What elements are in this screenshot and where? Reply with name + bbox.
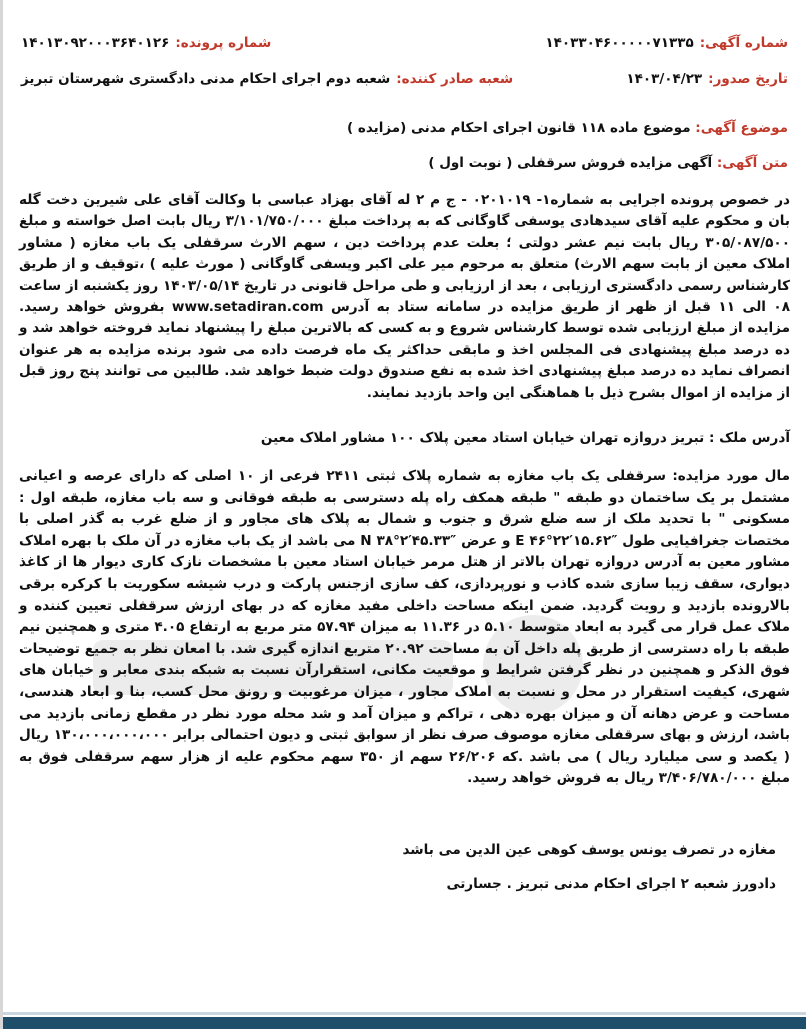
issuer	[21, 71, 513, 87]
signature-line: دادورز شعبه ۲ اجرای احکام مدنی تبریز . جسارتی	[446, 876, 776, 892]
subject-value: موضوع ماده ۱۱۸ قانون اجرای احکام مدنی (مزایده )	[347, 120, 691, 136]
issue-date-value: ۱۴۰۳/۰۴/۲۳	[626, 71, 703, 87]
notice-text-title	[21, 155, 788, 171]
footer-bar	[3, 1017, 806, 1029]
issue-date	[626, 71, 788, 87]
body-paragraph-2: مال مورد مزایده: سرقفلی یک باب مغازه به شماره پلاک ثبتی ۲۴۱۱ فرعی از ۱۰ اصلی که دارای عرصه و اعیانی مشتمل بر یک ساختمان دو طبقه " طبقه همکف راه پله دسترسی به طبقه فوقانی و سه باب مغازه، طبقه اول : مسکونی " با تحدید ملک از سه ضلع شرق و جنوب و شمال به پلاک های مجاور و از ضلع غرب به گذر اصلی با مختصات جغرافیایی طول E ۴۶°۲۲′۱۵.۶۲″ و عرض N ۳۸°۲′۴۵.۳۳″ می باشد از یک باب مغازه در آن ملک با بهره املاک مشاور معین به آدرس دروازه تهران بالاتر از هتل مرمر خیابان استاد معین با مشخصات نازک کاری دیوار ها از کاغذ دیواری، سقف زیبا سازی شده کاذب و نورپردازی، کف سازی ازجنس پارکت و درب شیشه سکوریت با کرکره برقی بالارونده بازدید و رویت گردید. ضمن اینکه مساحت داخلی مفید مغازه که در بهای ارزش سرقفلی تعیین کننده و ملاک عمل قرار می گیرد به ابعاد متوسط ۵.۱۰ در ۱۱.۳۶ به میزان ۵۷.۹۴ متر مربع به ارتفاع ۴.۰۵ متری و همچنین نیم طبقه با راه دسترسی از طریق پله داخل آن به مساحت ۲۰.۹۲ متربع اندازه گیری شد. با امعان نظر به جمیع توضیحات فوق الذکر و همچنین در نظر گرفتن شرایط و موقعیت مکانی، استقرارآن نسبت به شبکه بندی معابر و خیابان های شهری، کیفیت استقرار در محل و نسبت به املاک مجاور ، میزان مرغوبیت و رونق محل کسب، بنا و ابعاد هندسی، مساحت و عرض دهانه آن و میزان بهره دهی ، تراکم و میزان آمد و شد محله مورد نظر در مقطع زمانی بازدید می باشد، ارزش و بهای سرقفلی مغازه موصوف صرف نظر از سوابق ثبتی و دیون احتمالی برابر ۱۳۰،۰۰۰،۰۰۰،۰۰۰ ریال ( یکصد و سی میلیارد ریال ) می باشد .که ۲۶/۲۰۶ سهم از ۳۵۰ سهم محکوم علیه از هزار سهم سرقفلی فوق به مبلغ ۳/۴۰۶/۷۸۰/۰۰۰ ریال به فروش خواهد رسید.	[19, 468, 791, 787]
header-row-2	[21, 66, 788, 92]
issuer-value: شعبه دوم اجرای احکام مدنی دادگستری شهرستان تبریز	[21, 71, 391, 87]
notice-number-value: ۱۴۰۳۳۰۴۶۰۰۰۰۰۷۱۳۳۵	[545, 35, 694, 51]
file-number	[21, 35, 271, 51]
issuer-label: شعبه صادر کننده:	[396, 71, 514, 87]
text-title-value: آگهی مزایده فروش سرقفلی ( نوبت اول )	[428, 155, 713, 171]
file-number-label: شماره پرونده:	[175, 35, 272, 51]
property-address: آدرس ملک : تبریز دروازه تهران خیابان استاد معین پلاک ۱۰۰ مشاور املاک معین	[260, 430, 790, 446]
file-number-value: ۱۴۰۱۳۰۹۲۰۰۰۳۶۴۰۱۲۶	[21, 35, 170, 51]
notice-number-label: شماره آگهی:	[699, 35, 788, 51]
tenant-line: مغازه در تصرف یونس یوسف کوهی عین الدین می باشد	[402, 842, 776, 858]
text-title-label: متن آگهی:	[716, 155, 788, 171]
body-paragraph-1: در خصوص پرونده اجرایی به شماره۱- ۰۲۰۱۰۱۹ - ج م ۲ له آقای بهزاد عباسی با وکالت آقای علی شیرین دخت گله بان و محکوم علیه آقای سیدهادی یوسفی گاوگانی که به پرداخت مبلغ ۳/۱۰۱/۷۵۰/۰۰۰ ریال بابت اصل خواسته و مبلغ ۳۰۵/۰۸۷/۵۰۰ ریال بابت نیم عشر دولتی ؛ بعلت عدم پرداخت دین ، سهم الارث سرقفلی یک باب مغازه ( مشاور املاک معین از بابت سهم الارث) متعلق به مرحوم میر علی اکبر ویسفی گاوگانی ( مورث علیه ) ،توقیف و از طریق کارشناس رسمی دادگستری ارزیابی ، بعد از ارزیابی و طی مراحل قانونی در تاریخ ۱۴۰۳/۰۵/۱۴ روز یکشنبه از ساعت ۰۸ الی ۱۱ قبل از ظهر از طریق مزایده در سامانه ستاد به آدرس www.setadiran.com بفروش خواهد رسید. مزایده از مبلغ ارزیابی شده توسط کارشناس شروع و به کسی که بالاترین مبلغ را پیشنهاد نماید فروخته خواهد شد و ده درصد مبلغ پیشنهادی فی المجلس اخذ و مابقی حداکثر یک ماه فرصت داده می شود برنده مزایده به هر عنوان انصراف نماید ده درصد مبلغ پیشنهادی اخذ شده به نفع صندوق دولت ضبط خواهد شد. طالبین می توانند پنج روز قبل از مزایده از اموال بشرح ذیل با هماهنگی این واحد بازدید نمایند.	[19, 192, 791, 401]
header-row-1	[21, 30, 788, 56]
issue-date-label: تاریخ صدور:	[708, 71, 788, 87]
footer-divider	[3, 1012, 806, 1015]
notice-subject	[21, 120, 788, 136]
subject-label: موضوع آگهی:	[695, 120, 788, 136]
notice-number	[545, 35, 788, 51]
